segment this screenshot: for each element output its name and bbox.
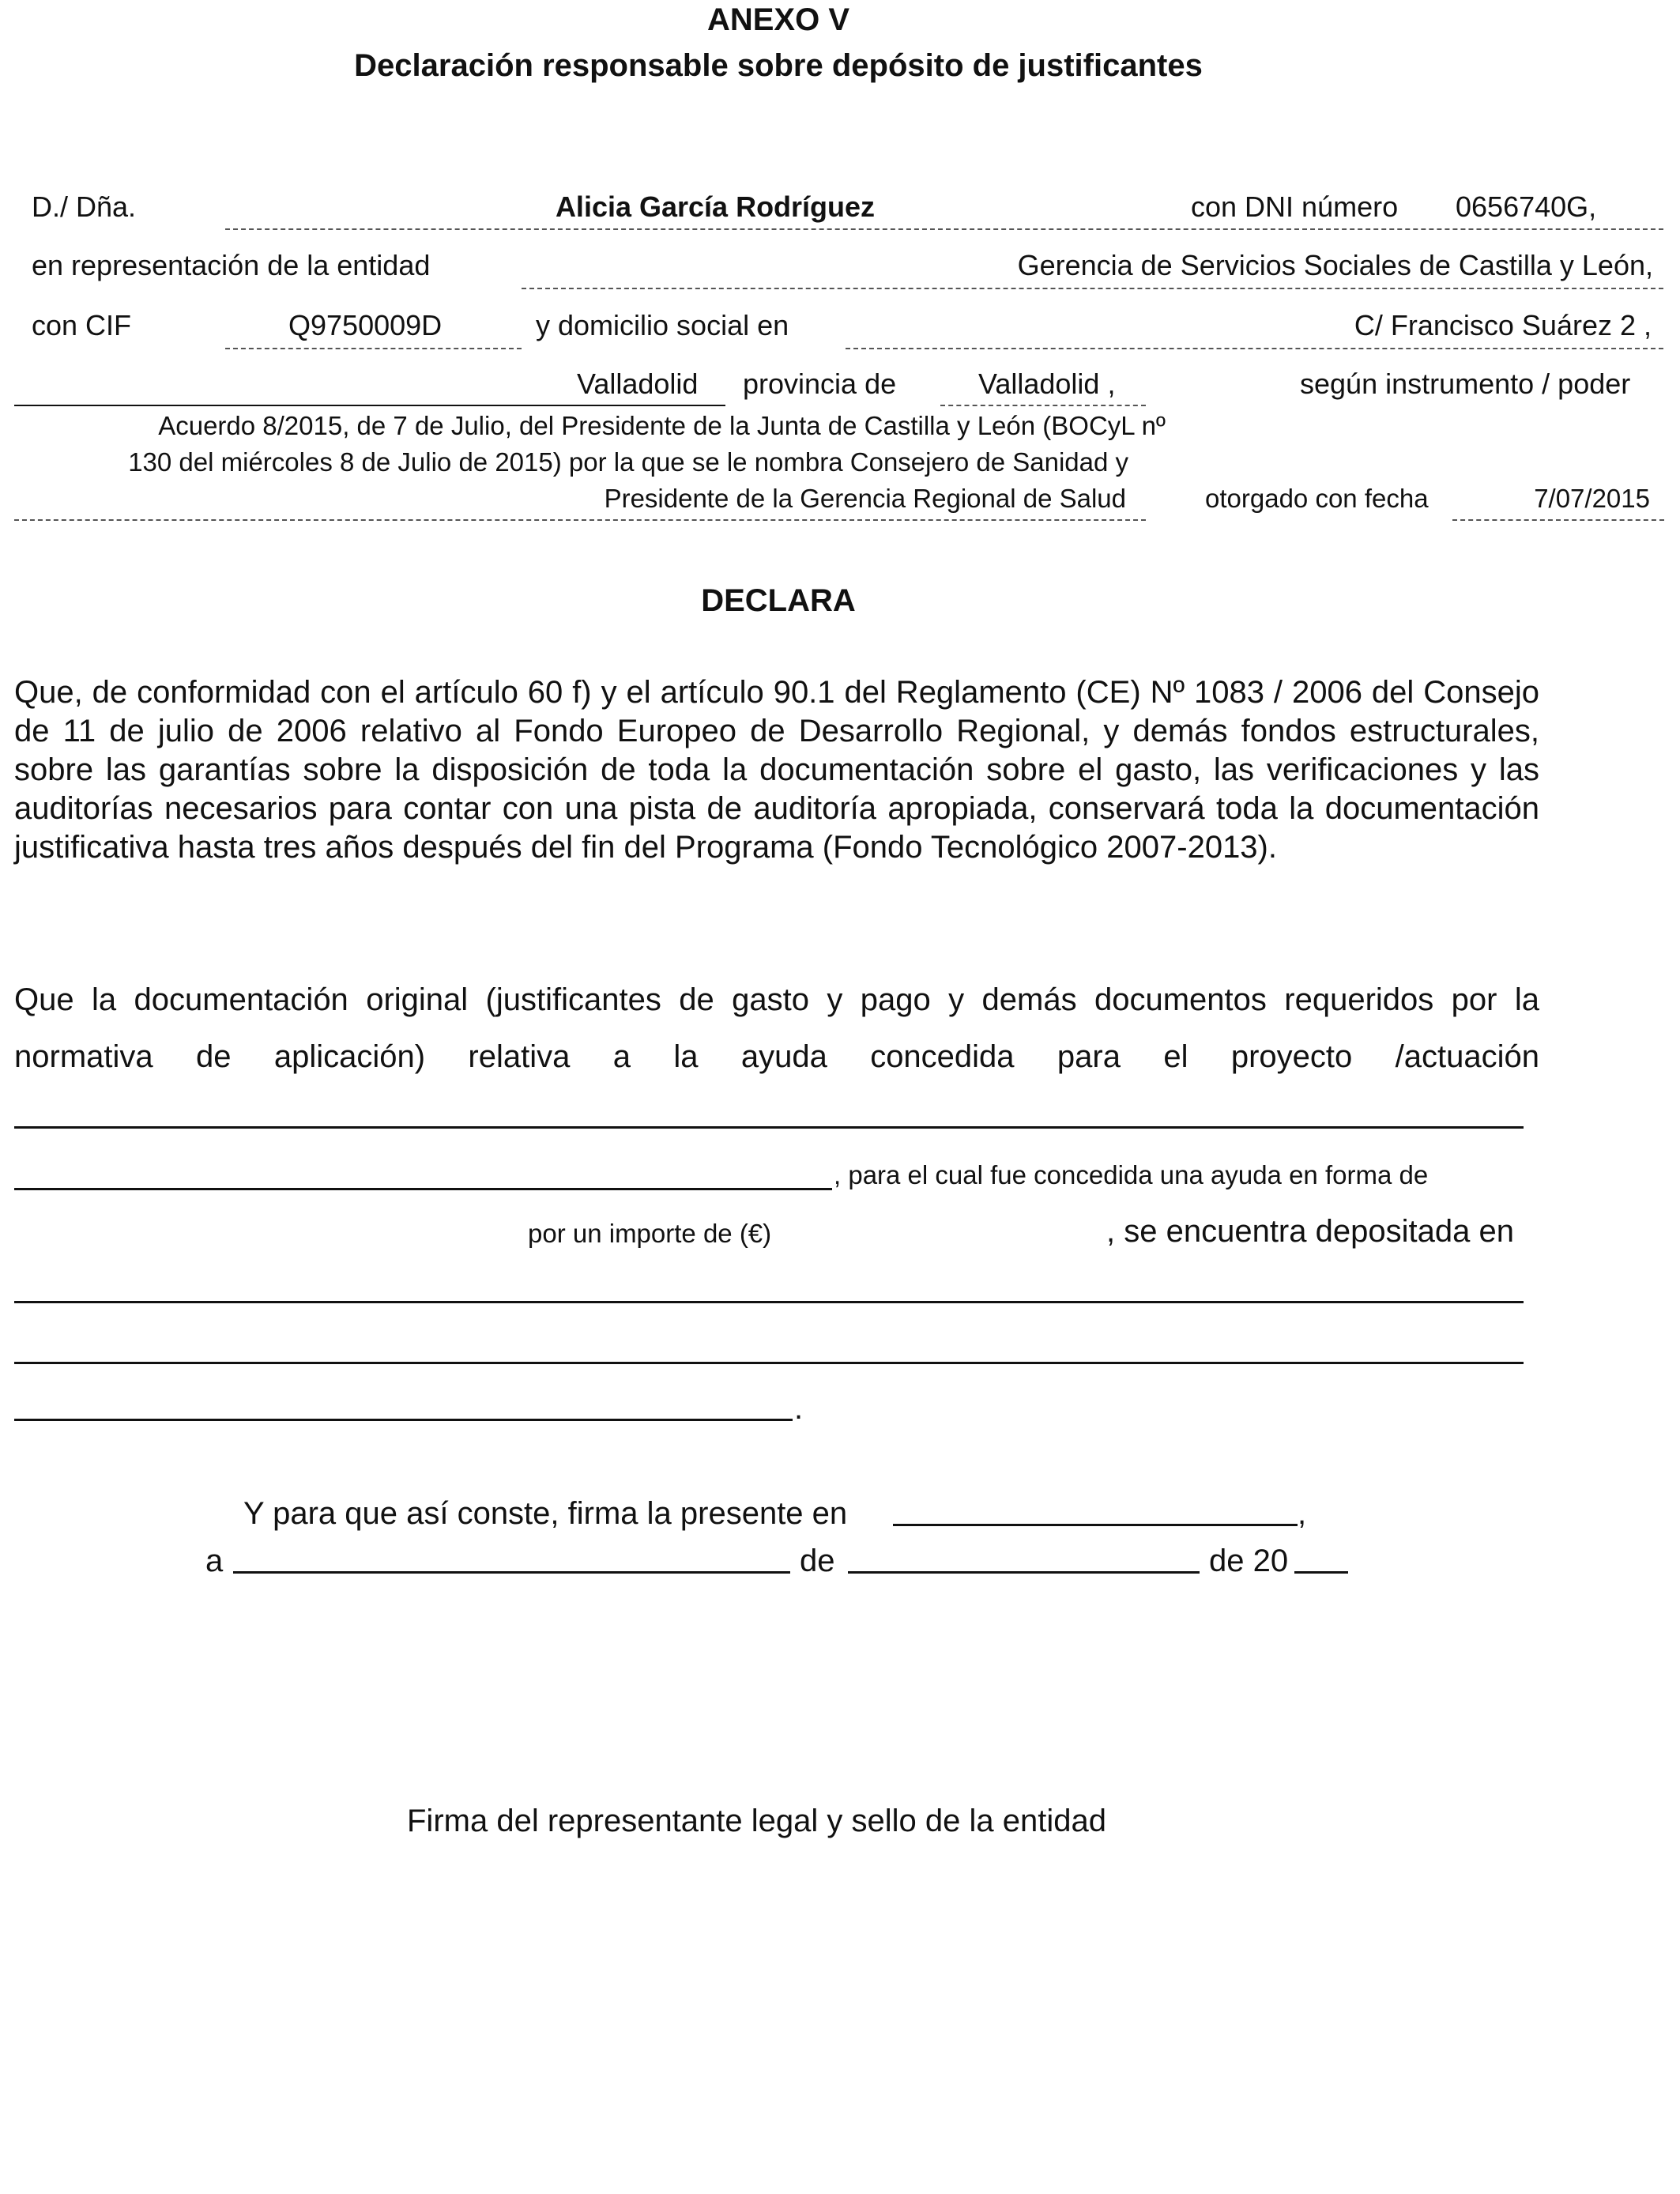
city-field-line <box>14 405 725 406</box>
entity-field[interactable]: Gerencia de Servicios Sociales de Castilla y León, <box>1017 249 1653 281</box>
province-field-line <box>940 405 1146 406</box>
word: a <box>612 1039 631 1074</box>
word: aplicación) <box>273 1039 426 1074</box>
amount-label: por un importe de (€) <box>528 1219 772 1248</box>
project-blank-line-2[interactable] <box>14 1188 832 1190</box>
document-title: Declaración responsable sobre depósito de justificantes <box>354 48 1203 83</box>
date-field-line <box>1452 519 1664 521</box>
dni-label: con DNI número <box>1191 190 1399 223</box>
cif-label: con CIF <box>32 309 132 341</box>
name-field-line <box>225 228 1663 230</box>
instrument-text-line-1: Acuerdo 8/2015, de 7 de Julio, del Presidente de la Junta de Castilla y León (BOCyL nº <box>158 411 1166 440</box>
month-blank-line[interactable] <box>848 1571 1200 1574</box>
address-label: y domicilio social en <box>536 309 789 341</box>
word: /actuación <box>1395 1039 1539 1074</box>
year-prefix: de 20 <box>1209 1544 1289 1578</box>
project-blank-line-1[interactable] <box>14 1126 1524 1129</box>
word: ayuda <box>740 1039 827 1074</box>
word: de <box>195 1039 232 1074</box>
day-blank-line[interactable] <box>233 1571 790 1574</box>
word: la <box>673 1039 699 1074</box>
cif-field-line <box>225 348 522 349</box>
province-label: provincia de <box>743 368 897 400</box>
closing-text: Y para que así conste, firma la presente en <box>243 1496 848 1531</box>
deposit-blank-line-1[interactable] <box>14 1301 1524 1303</box>
cif-field[interactable]: Q9750009D <box>288 309 443 341</box>
date-field[interactable]: 7/07/2015 <box>1534 484 1650 513</box>
entity-label: en representación de la entidad <box>32 249 431 281</box>
address-field-line <box>846 348 1663 349</box>
name-label: D./ Dña. <box>32 190 137 223</box>
declaration-paragraph-1: Que, de conformidad con el artículo 60 f) y el artículo 90.1 del Reglamento (CE) Nº 1083 / 2006 del Consejo de 11 de julio de 2006 relativo al Fondo Europeo de Desarrollo Regional, y demás fondos estructurales, sobre las garantías sobre la disposición de toda la documentación sobre el gasto, las verificaciones y las auditorías necesarios para contar con una pista de auditoría apropiada, conservará toda la documentación justificativa hasta tres años después del fin del Programa (Fondo Tecnológico 2007-2013). <box>14 675 1539 865</box>
word: para <box>1057 1039 1121 1074</box>
signature-label: Firma del representante legal y sello de la entidad <box>407 1804 1106 1838</box>
closing-comma: , <box>1298 1496 1307 1531</box>
day-prefix: a <box>205 1544 224 1578</box>
date-label: otorgado con fecha <box>1205 484 1429 513</box>
word: normativa <box>14 1039 153 1074</box>
word: concedida <box>870 1039 1015 1074</box>
city-field[interactable]: Valladolid <box>577 368 699 400</box>
name-field[interactable]: Alicia García Rodríguez <box>555 190 876 223</box>
deposit-blank-line-3[interactable] <box>14 1419 793 1421</box>
annex-title: ANEXO V <box>706 2 850 37</box>
word: relativa <box>468 1039 571 1074</box>
deposit-period: . <box>794 1391 804 1426</box>
province-field[interactable]: Valladolid , <box>978 368 1116 400</box>
word: el <box>1163 1039 1188 1074</box>
instrument-text-line-2: 130 del miércoles 8 de Julio de 2015) por la que se le nombra Consejero de Sanidad y <box>128 447 1128 477</box>
declara-heading: DECLARA <box>701 583 856 618</box>
entity-field-line <box>522 288 1663 289</box>
deposit-blank-line-2[interactable] <box>14 1362 1524 1364</box>
place-blank-line[interactable] <box>893 1524 1298 1526</box>
year-blank-line[interactable] <box>1294 1571 1348 1574</box>
month-prefix: de <box>800 1544 835 1578</box>
deposit-text: , se encuentra depositada en <box>1106 1214 1514 1249</box>
address-field[interactable]: C/ Francisco Suárez 2 , <box>1354 309 1652 341</box>
declaration-paragraph-2-line-2 <box>14 1041 1539 1072</box>
dni-field[interactable]: 0656740G, <box>1456 190 1597 223</box>
aid-form-text: , para el cual fue concedida una ayuda en forma de <box>834 1160 1429 1189</box>
instrument-label: según instrumento / poder <box>1300 368 1631 400</box>
instrument-text-line-3: Presidente de la Gerencia Regional de Salud <box>604 484 1126 513</box>
word: proyecto <box>1230 1039 1353 1074</box>
declaration-paragraph-2-line-1: Que la documentación original (justificantes de gasto y pago y demás documentos requeridos por la <box>14 982 1539 1017</box>
instrument-field-line <box>14 519 1146 521</box>
